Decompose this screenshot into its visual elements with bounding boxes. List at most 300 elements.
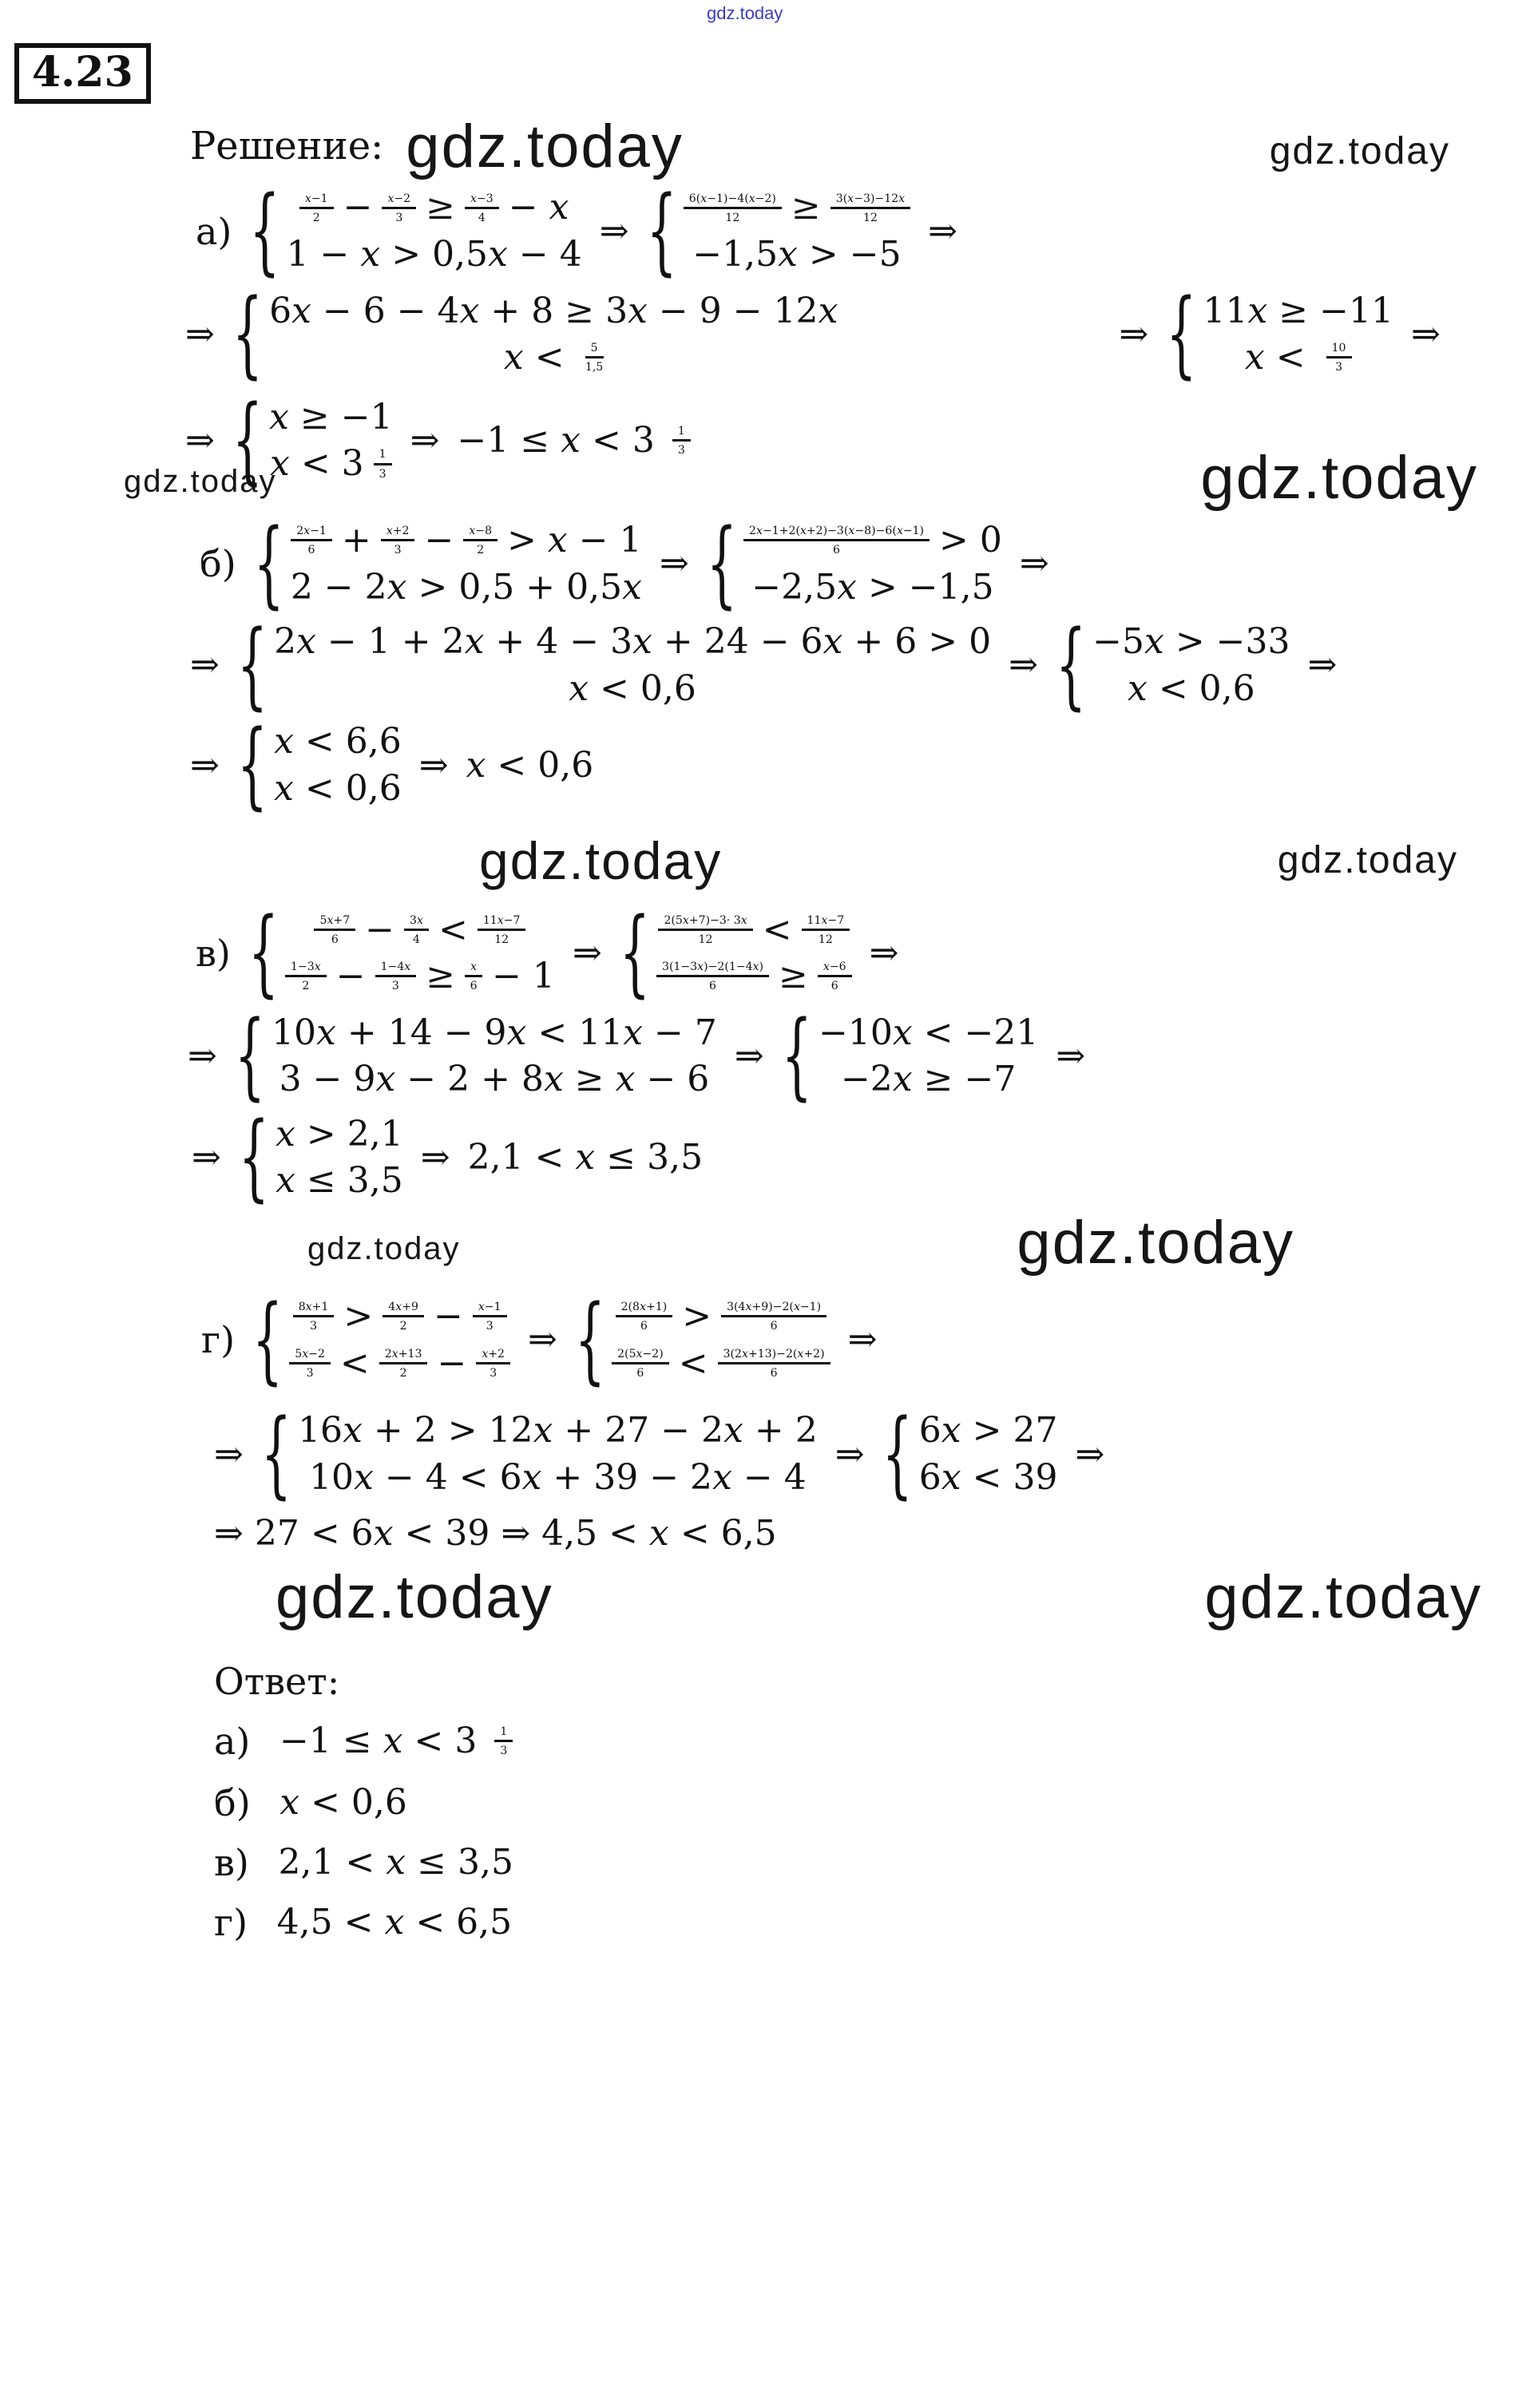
numerator xyxy=(802,914,850,931)
denominator xyxy=(709,977,716,992)
system-row xyxy=(291,568,642,608)
math-text: ⇒ xyxy=(418,744,449,786)
numerator xyxy=(383,1301,424,1317)
numerator xyxy=(291,525,332,541)
fraction xyxy=(404,914,429,946)
math-text: ⇒ xyxy=(185,420,215,461)
watermark: gdz.today xyxy=(1269,130,1450,173)
math-text: 2x−1+2(x+2)−3(x−8)−6(x−1) xyxy=(749,525,925,538)
system-row xyxy=(656,956,852,997)
fraction xyxy=(1326,342,1352,374)
math-text: x < 3 xyxy=(270,443,364,485)
math-text: ⇒ xyxy=(1075,1433,1105,1475)
denominator xyxy=(313,209,320,224)
math-text: 3 xyxy=(379,467,386,481)
denominator xyxy=(302,977,309,992)
system-row xyxy=(684,188,910,228)
watermark: gdz.today xyxy=(406,113,684,181)
math-text: ⇒ xyxy=(420,1137,450,1178)
math-text: x+2 xyxy=(482,1347,505,1360)
math-text: ⇒ xyxy=(1307,644,1338,686)
numerator xyxy=(585,342,604,358)
solution-line-v-1 xyxy=(196,898,1534,1008)
denominator xyxy=(486,1317,493,1333)
denominator xyxy=(470,977,478,992)
numerator xyxy=(473,1301,507,1317)
denominator xyxy=(500,1742,507,1757)
math-text: 2(5x−2) xyxy=(617,1347,664,1360)
math-text: 6 xyxy=(770,1320,778,1333)
math-text: 3 xyxy=(486,1320,493,1333)
math-text: ⇒ xyxy=(847,1319,878,1360)
system-rows xyxy=(291,1411,818,1498)
math-text: 2x − 1 + 2x + 4 − 3x + 24 − 6x + 6 > 0 xyxy=(274,621,992,663)
math-text: ⇒ xyxy=(190,644,220,686)
denominator xyxy=(307,1364,314,1380)
math-text: 2,1 < x ≤ 3,5 xyxy=(467,1137,704,1178)
math-text: 3(2x+13)−2(x+2) xyxy=(723,1347,825,1360)
inequality-system xyxy=(249,176,582,287)
fraction xyxy=(476,1348,510,1380)
math-text: ⇒ xyxy=(1119,313,1149,354)
fraction xyxy=(381,525,415,556)
math-text: 3(x−3)−12x xyxy=(835,192,906,205)
math-text: x < 6,6 xyxy=(274,721,402,762)
math-text: − xyxy=(343,187,373,228)
system-row xyxy=(291,521,641,561)
system-brace-icon: { xyxy=(249,176,280,287)
math-text: x xyxy=(470,960,478,974)
fraction xyxy=(830,192,910,224)
math-text: −2,5x > −1,5 xyxy=(751,566,994,608)
math-text: − xyxy=(365,909,395,950)
math-text: 2(8x+1) xyxy=(620,1301,668,1314)
denominator xyxy=(725,209,739,224)
math-text: 3 xyxy=(306,1366,314,1380)
system-rows xyxy=(284,521,642,608)
denominator xyxy=(392,977,399,992)
system-brace-icon: { xyxy=(646,176,677,287)
math-text: 2 xyxy=(477,544,485,557)
numerator xyxy=(718,1348,830,1364)
system-row xyxy=(919,1411,1058,1452)
math-text: 3 xyxy=(394,544,402,557)
math-text: ⇒ xyxy=(659,543,689,584)
system-row xyxy=(287,235,582,275)
label: Ответ: xyxy=(214,1660,340,1704)
math-text: 4x+9 xyxy=(388,1301,418,1314)
system-brace-icon: { xyxy=(236,611,268,721)
numerator xyxy=(404,914,429,931)
system-row xyxy=(743,521,1002,561)
math-text: 12 xyxy=(725,211,740,224)
system-row xyxy=(658,910,850,951)
denominator xyxy=(478,209,486,224)
math-text: 11x−7 xyxy=(807,913,845,927)
denominator xyxy=(636,1364,644,1380)
denominator xyxy=(413,931,420,946)
math-text: > x − 1 xyxy=(507,519,642,560)
math-text: 2x−1 xyxy=(296,525,327,538)
numerator xyxy=(465,192,499,209)
fraction xyxy=(684,192,782,224)
math-text: 12 xyxy=(698,933,713,946)
answer-line-v xyxy=(214,1842,1534,1884)
math-text: x < 0,6 xyxy=(466,744,594,786)
math-text: 6 xyxy=(830,980,838,993)
math-text: − 1 xyxy=(492,956,555,997)
denominator xyxy=(494,931,509,946)
solution-content xyxy=(0,3,1534,1944)
fraction xyxy=(473,1301,507,1333)
math-text: 3 xyxy=(677,444,685,457)
system-row xyxy=(285,956,555,997)
numerator xyxy=(616,1301,673,1317)
inequality-system xyxy=(238,1103,403,1214)
math-text: 2 xyxy=(399,1366,407,1380)
math-text: 6x < 39 xyxy=(918,1456,1058,1498)
fraction xyxy=(291,525,332,556)
math-text: −10x < −21 xyxy=(818,1012,1039,1053)
denominator xyxy=(819,931,833,946)
label: а) xyxy=(196,209,232,253)
numerator xyxy=(830,192,910,209)
answer-line-b xyxy=(214,1782,1534,1824)
watermark-row-v xyxy=(0,1209,1534,1284)
inequality-system xyxy=(236,611,992,721)
math-text: 11x ≥ −11 xyxy=(1203,290,1393,331)
denominator xyxy=(678,442,685,457)
system-rows xyxy=(812,1013,1038,1100)
inequality-system xyxy=(253,509,642,620)
inequality-system xyxy=(574,1285,830,1396)
system-row xyxy=(314,910,525,951)
math-text: < xyxy=(678,1342,708,1384)
math-text: 1−3x xyxy=(291,960,321,974)
numerator xyxy=(314,914,355,931)
math-text: ⇒ xyxy=(214,1433,244,1475)
solution-line-g-1 xyxy=(201,1285,1534,1396)
math-text: ⇒ xyxy=(572,932,602,973)
inequality-system xyxy=(234,1001,717,1111)
numerator xyxy=(374,448,392,465)
system-brace-icon: { xyxy=(260,1400,292,1510)
system-brace-icon: { xyxy=(232,279,264,390)
inequality-system xyxy=(252,1285,510,1396)
math-text: 12 xyxy=(818,933,833,946)
label: б) xyxy=(214,1780,263,1824)
system-row xyxy=(1203,291,1393,332)
fraction xyxy=(818,960,852,992)
math-text: < xyxy=(438,909,468,950)
system-row xyxy=(616,1297,827,1337)
math-text: − xyxy=(424,519,454,560)
label: б) xyxy=(200,542,236,586)
system-brace-icon: { xyxy=(232,386,264,497)
watermark: gdz.today xyxy=(1200,443,1478,512)
inequality-system xyxy=(706,509,1002,620)
inequality-system xyxy=(232,386,393,497)
math-text: x−1 xyxy=(478,1301,501,1314)
fraction xyxy=(672,425,691,457)
system-row xyxy=(274,622,991,663)
math-text: + xyxy=(341,519,371,560)
inequality-system xyxy=(232,279,838,390)
solution-header-row xyxy=(190,112,1534,181)
system-rows xyxy=(605,1297,830,1384)
math-text: ⇒ xyxy=(410,420,440,461)
math-text: 6 xyxy=(640,1320,648,1333)
system-rows xyxy=(280,188,582,275)
numerator xyxy=(721,1301,826,1317)
fraction xyxy=(314,914,355,946)
fraction xyxy=(289,1348,331,1380)
system-row xyxy=(269,291,838,332)
math-text: ⇒ xyxy=(190,744,220,786)
math-text: −2x ≥ −7 xyxy=(840,1059,1017,1100)
math-text: 3 − 9x − 2 + 8x ≥ x − 6 xyxy=(279,1059,710,1100)
system-brace-icon: { xyxy=(781,1001,812,1111)
label: г) xyxy=(201,1318,236,1362)
watermark: gdz.today xyxy=(307,1231,461,1267)
inequality-system xyxy=(260,1400,818,1510)
system-rows xyxy=(737,521,1002,608)
math-text: 3(1−3x)−2(1−4x) xyxy=(662,960,764,974)
fraction xyxy=(494,1725,513,1757)
math-text: − xyxy=(335,956,366,997)
denominator xyxy=(477,541,484,556)
system-rows xyxy=(263,398,393,485)
system-row xyxy=(819,1013,1038,1054)
math-text: 6 xyxy=(636,1366,644,1380)
math-text: 11x−7 xyxy=(482,913,521,927)
system-row xyxy=(569,669,696,710)
math-text: 5x−2 xyxy=(295,1347,325,1360)
problem-number-row xyxy=(14,43,1534,104)
numerator xyxy=(1326,342,1352,358)
denominator xyxy=(400,1317,407,1333)
fraction xyxy=(465,960,482,992)
math-text: 6(x−1)−4(x−2) xyxy=(688,192,776,205)
math-text: 1 − x > 0,5x − 4 xyxy=(286,233,582,275)
system-brace-icon: { xyxy=(252,1285,283,1396)
denominator xyxy=(771,1317,778,1333)
math-text: 10x − 4 < 6x + 39 − 2x − 4 xyxy=(309,1456,807,1498)
math-text: ⇒ xyxy=(928,210,957,251)
math-text: 1 xyxy=(379,448,386,461)
system-brace-icon: { xyxy=(706,509,738,620)
system-rows xyxy=(283,1297,510,1384)
fraction xyxy=(293,1301,335,1333)
system-rows xyxy=(265,1013,717,1100)
system-rows xyxy=(268,722,402,809)
math-text: x < xyxy=(503,337,576,378)
system-row xyxy=(293,1297,507,1337)
fraction xyxy=(383,1301,424,1333)
system-rows xyxy=(269,1115,403,1202)
system-brace-icon: { xyxy=(574,1285,606,1396)
watermark: gdz.today xyxy=(275,1563,553,1632)
math-text: 1,5 xyxy=(585,361,604,374)
math-text: 2 xyxy=(302,980,310,993)
numerator xyxy=(299,192,334,209)
fraction xyxy=(616,1301,673,1333)
math-text: 3 xyxy=(395,211,403,224)
denominator xyxy=(490,1364,497,1380)
watermark: gdz.today xyxy=(707,3,783,23)
fraction xyxy=(382,192,416,224)
denominator xyxy=(863,209,878,224)
system-row xyxy=(841,1059,1016,1100)
system-rows xyxy=(913,1411,1058,1498)
math-text: 8x+1 xyxy=(298,1301,329,1314)
math-text: ⇒ xyxy=(1009,644,1038,686)
system-brace-icon: { xyxy=(248,898,279,1008)
label: Решение: xyxy=(190,124,384,169)
fraction xyxy=(718,1348,830,1380)
numerator xyxy=(656,960,769,977)
math-text: 6 xyxy=(770,1366,778,1380)
denominator xyxy=(379,465,386,481)
system-row xyxy=(279,1059,710,1100)
fraction xyxy=(375,960,417,992)
inequality-system xyxy=(236,711,402,821)
solution-line-b-3 xyxy=(190,711,1534,821)
math-text: ⇒ xyxy=(528,1319,557,1360)
system-row xyxy=(1128,669,1255,710)
math-text: 12 xyxy=(862,211,878,224)
math-text: < xyxy=(762,909,792,950)
math-text: ⇒ xyxy=(869,932,899,973)
math-text: x+2 xyxy=(386,525,410,538)
math-text: > xyxy=(343,1296,374,1337)
fraction xyxy=(285,960,327,992)
system-rows xyxy=(279,910,555,997)
math-text: 1 xyxy=(500,1725,508,1739)
system-brace-icon: { xyxy=(882,1400,913,1510)
denominator xyxy=(310,1317,317,1333)
system-brace-icon: { xyxy=(253,509,284,620)
denominator xyxy=(400,1364,407,1380)
system-brace-icon: { xyxy=(238,1103,270,1214)
math-text: > 0 xyxy=(939,519,1002,560)
numerator xyxy=(818,960,852,977)
system-row xyxy=(275,1115,403,1155)
math-text: −1,5x > −5 xyxy=(692,233,902,275)
numerator xyxy=(612,1348,669,1364)
math-text: 6 xyxy=(470,980,478,993)
denominator xyxy=(395,209,402,224)
watermark: gdz.today xyxy=(1017,1209,1294,1277)
math-text: 5x+7 xyxy=(319,913,351,927)
math-text: 4 xyxy=(478,211,486,224)
fraction xyxy=(802,914,850,946)
math-text: > xyxy=(682,1296,712,1337)
system-brace-icon: { xyxy=(1055,611,1087,721)
math-text: x < 0,6 xyxy=(274,767,402,809)
math-text: 6 xyxy=(833,544,841,557)
denominator xyxy=(831,977,838,992)
label: г) xyxy=(214,1900,260,1944)
math-text: − xyxy=(437,1342,467,1384)
math-text: 4,5 < x < 6,5 xyxy=(276,1901,513,1943)
solution-line-g-3 xyxy=(214,1514,1534,1555)
numerator xyxy=(465,960,482,977)
math-text: 1 xyxy=(677,425,685,438)
math-text: 3(4x+9)−2(x−1) xyxy=(727,1301,822,1314)
system-row xyxy=(269,398,393,438)
math-text: 12 xyxy=(494,933,509,946)
denominator xyxy=(1335,358,1342,374)
inequality-system xyxy=(619,898,852,1008)
math-text: x > 2,1 xyxy=(275,1113,403,1154)
math-text: x−8 xyxy=(469,525,493,538)
system-brace-icon: { xyxy=(234,1001,266,1111)
numerator xyxy=(293,1301,335,1317)
fraction xyxy=(656,960,769,992)
top-watermark-row xyxy=(707,3,1534,24)
math-text: 3 xyxy=(310,1320,318,1333)
system-row xyxy=(274,722,402,762)
numerator xyxy=(382,192,416,209)
math-text: ≥ xyxy=(426,956,456,997)
math-text: − xyxy=(433,1296,463,1337)
fraction xyxy=(478,914,526,946)
inequality-system xyxy=(882,1400,1058,1510)
numerator xyxy=(672,425,691,442)
math-text: 2(5x+7)−3· 3x xyxy=(664,913,747,927)
fraction xyxy=(743,525,930,556)
system-row xyxy=(299,188,569,228)
solution-line-v-2 xyxy=(188,1001,1534,1111)
label: в) xyxy=(214,1840,261,1884)
system-row xyxy=(504,338,604,378)
answer-line-g xyxy=(214,1902,1534,1944)
numerator xyxy=(379,1348,428,1364)
math-text: ≥ xyxy=(426,187,456,228)
watermark: gdz.today xyxy=(124,463,277,499)
system-rows xyxy=(268,622,991,709)
watermark-row-g xyxy=(0,1562,1534,1632)
numerator xyxy=(381,525,415,541)
system-row xyxy=(274,769,402,810)
numerator xyxy=(743,525,930,541)
math-text: x < 0,6 xyxy=(569,667,696,709)
denominator xyxy=(308,541,315,556)
solution-line-b-2 xyxy=(190,611,1534,721)
math-text: ⇒ xyxy=(185,313,215,354)
answer-line-a xyxy=(214,1721,1534,1763)
math-text: − x xyxy=(508,187,569,228)
numerator xyxy=(684,192,782,209)
math-text: 3 xyxy=(500,1745,508,1758)
numerator xyxy=(285,960,327,977)
fraction xyxy=(585,342,604,374)
solution-line-v-3 xyxy=(192,1103,1534,1214)
system-row xyxy=(272,1013,717,1054)
math-text: ⇒ xyxy=(192,1137,221,1178)
system-rows xyxy=(677,188,910,275)
solution-line-g-2 xyxy=(214,1400,1534,1510)
denominator xyxy=(699,931,713,946)
math-text: ≥ xyxy=(791,187,821,228)
math-text: 4 xyxy=(413,933,420,946)
math-text: ⇒ xyxy=(734,1036,764,1076)
math-text: 3x xyxy=(410,913,423,927)
math-text: −5x > −33 xyxy=(1092,621,1290,663)
math-text: x ≤ 3,5 xyxy=(275,1160,403,1202)
math-text: x < xyxy=(1244,337,1317,378)
